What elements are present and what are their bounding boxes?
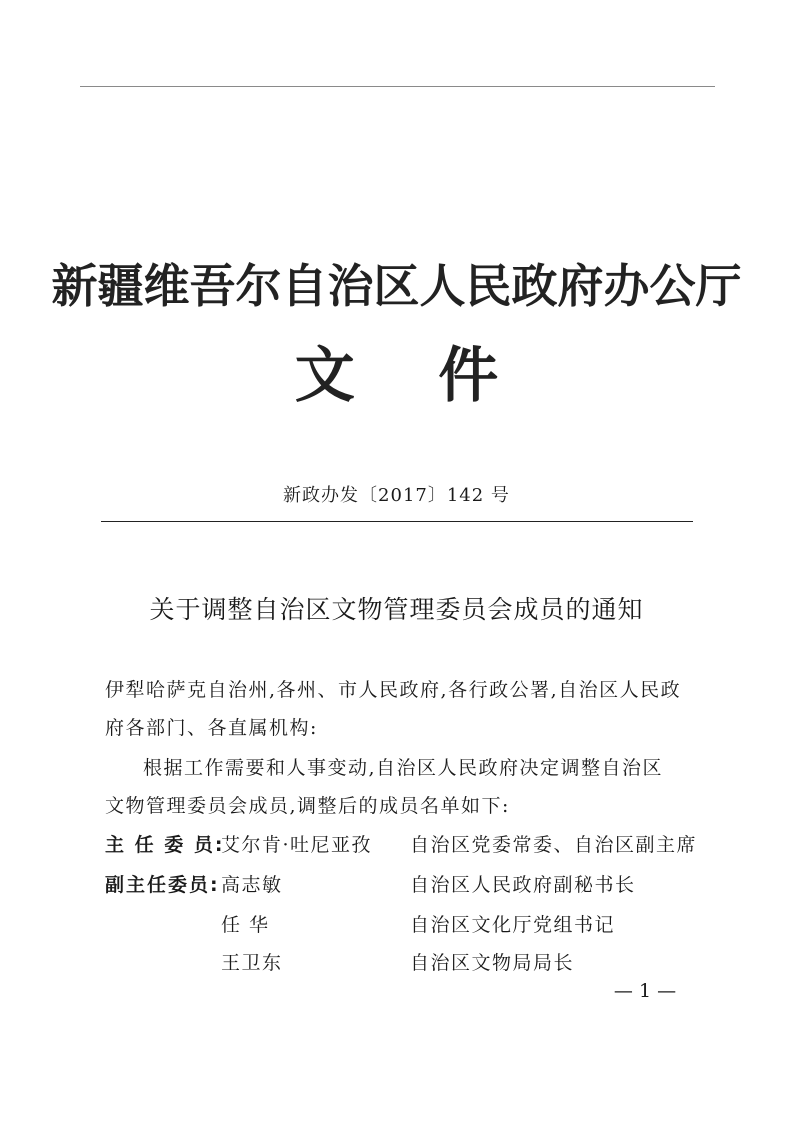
notice-title: 关于调整自治区文物管理委员会成员的通知 <box>149 595 644 624</box>
addressee-line-2: 府各部门、各直属机构: <box>105 717 318 739</box>
top-divider <box>80 86 715 87</box>
member-position: 自治区文化厅党组书记 <box>410 914 616 936</box>
addressee-line-1: 伊犁哈萨克自治州,各州、市人民政府,各行政公署,自治区人民政 <box>105 679 682 701</box>
member-name: 高志敏 <box>221 874 283 896</box>
issuer-title: 新疆维吾尔自治区人民政府办公厅 <box>51 259 742 313</box>
member-name: 艾尔肯·吐尼亚孜 <box>221 834 373 856</box>
member-row-deputy-director <box>105 910 705 940</box>
page-number: — 1 — <box>613 980 677 1002</box>
member-row-deputy-director <box>105 948 705 978</box>
document-number: 新政办发〔2017〕142 号 <box>283 485 510 506</box>
member-row-deputy-director <box>105 870 705 900</box>
member-name: 任 华 <box>221 914 270 936</box>
member-role-label: 主 任 委 员: <box>105 834 225 856</box>
body-paragraph-line-2: 文物管理委员会成员,调整后的成员名单如下: <box>105 795 510 817</box>
member-position: 自治区党委常委、自治区副主席 <box>410 834 698 856</box>
member-position: 自治区人民政府副秘书长 <box>410 874 636 896</box>
member-position: 自治区文物局局长 <box>410 952 575 974</box>
member-name: 王卫东 <box>221 952 283 974</box>
member-role-label: 副主任委员: <box>105 874 220 896</box>
document-type-title: 文 件 <box>294 341 499 411</box>
body-paragraph-line-1: 根据工作需要和人事变动,自治区人民政府决定调整自治区 <box>143 757 664 779</box>
header-divider <box>101 521 693 522</box>
member-row-director <box>105 830 705 860</box>
